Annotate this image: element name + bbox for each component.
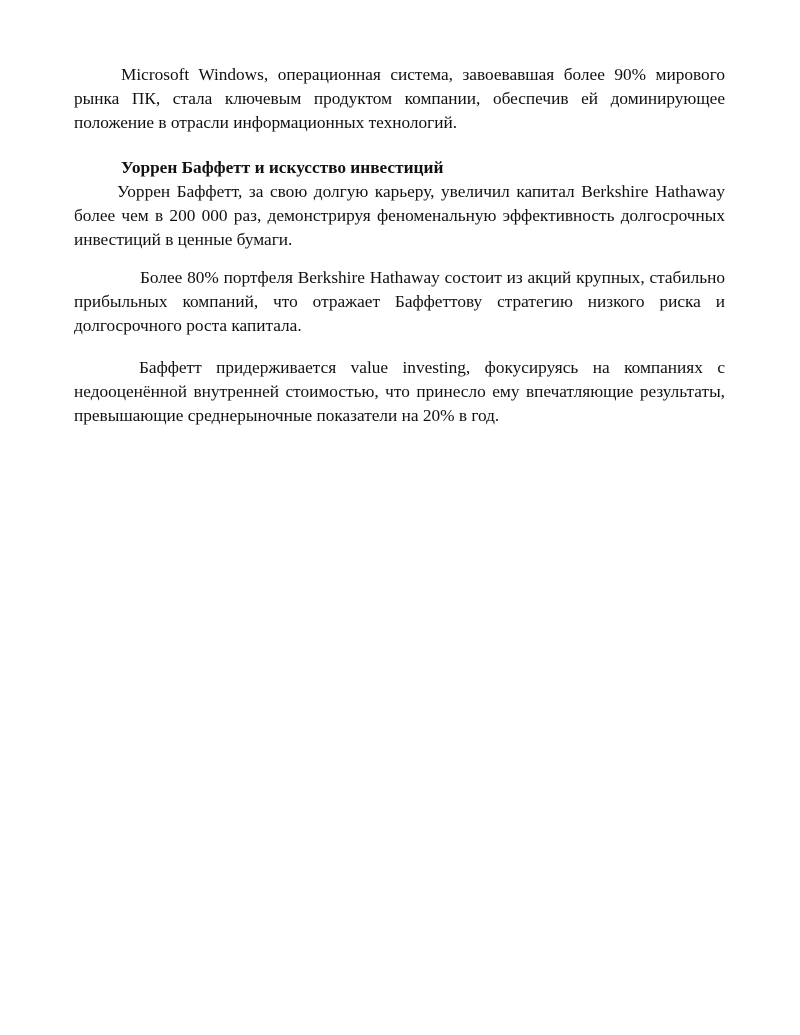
paragraph-windows: Microsoft Windows, операционная система, завоевавшая более 90% мирового рынка ПК, стала ключевым продуктом компании, обеспечив ей доминирующее положение в отрасли информационных технологий. [74,65,725,132]
paragraph-portfolio: Более 80% портфеля Berkshire Hathaway состоит из акций крупных, стабильно прибыльных компаний, что отражает Баффеттову стратегию низкого риска и долгосрочного роста капитала. [74,268,725,335]
section-heading: Уоррен Баффетт и искусство инвестиций [121,158,444,177]
paragraph-buffett-career: Уоррен Баффетт, за свою долгую карьеру, увеличил капитал Berkshire Hathaway более чем в 200 000 раз, демонстрируя феноменальную эффективность долгосрочных инвестиций в ценные бумаги. [74,182,725,249]
paragraph-value-investing: Баффетт придерживается value investing, фокусируясь на компаниях с недооценённой внутренней стоимостью, что принесло ему впечатляющие результаты, превышающие среднерыночные показатели на 20% в год. [74,358,725,425]
